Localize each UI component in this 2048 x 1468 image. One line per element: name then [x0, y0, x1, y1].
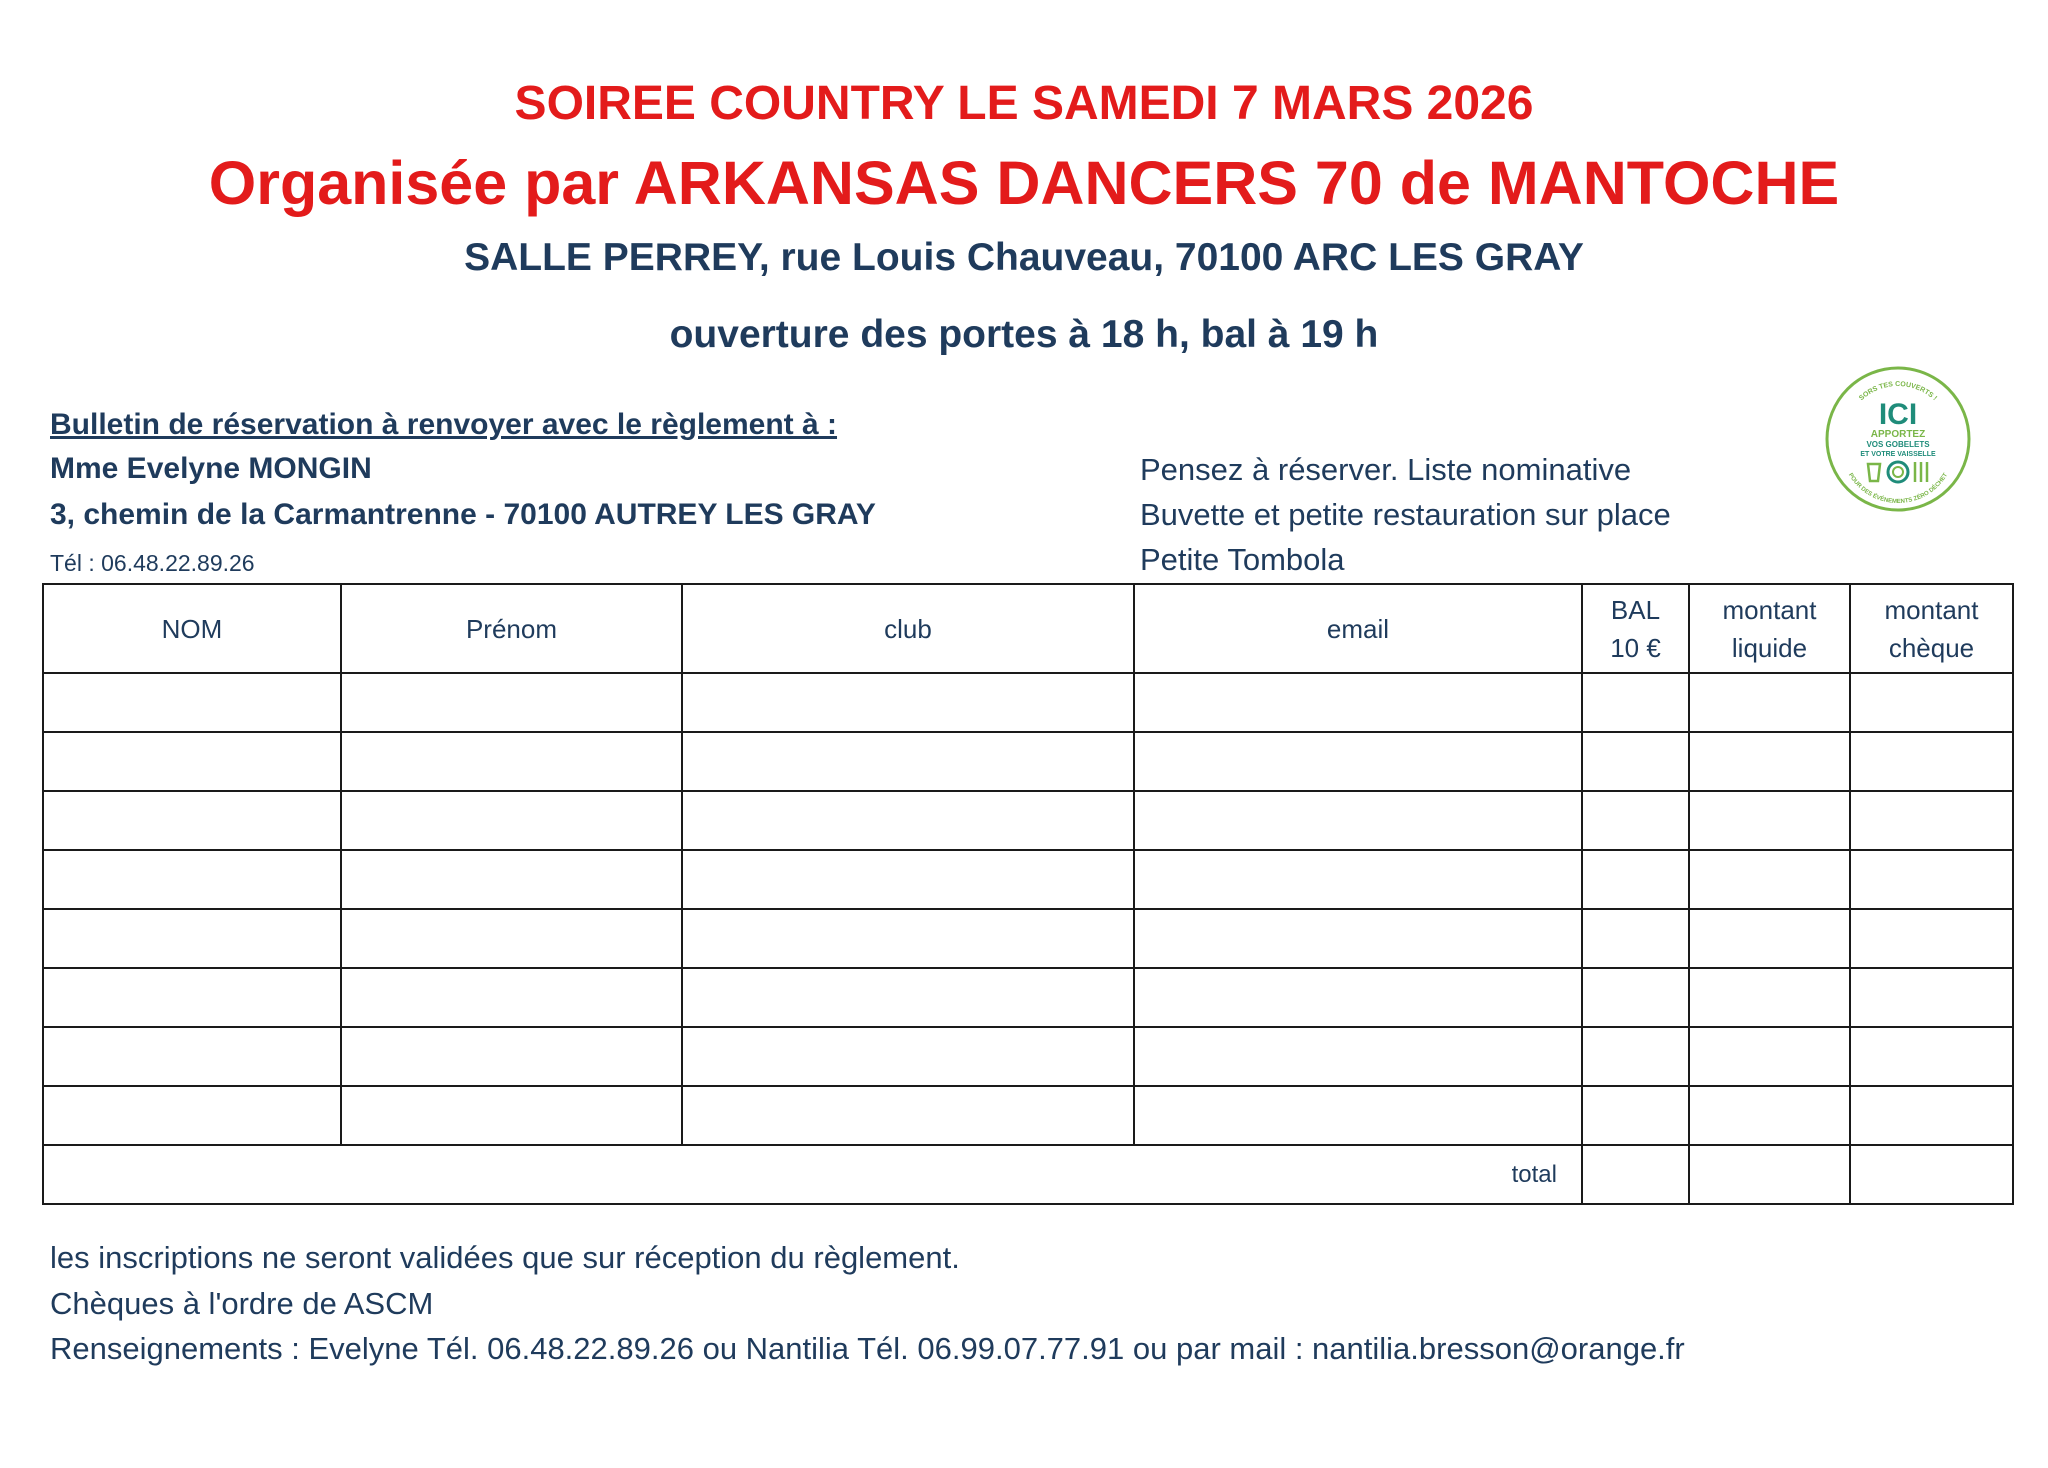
cell-montant-liquide[interactable] [1689, 850, 1850, 909]
cell-club[interactable] [682, 850, 1134, 909]
cell-nom[interactable] [43, 968, 341, 1027]
cell-nom[interactable] [43, 909, 341, 968]
organizer-title: Organisée par ARKANSAS DANCERS 70 de MANTOCHE [208, 149, 1840, 217]
logo-ici-text: ICI [1878, 398, 1918, 431]
footer-validation-note: les inscriptions ne seront validées que sur réception du règlement. [50, 1240, 960, 1275]
cell-bal[interactable] [1582, 1086, 1689, 1145]
table-row [43, 1027, 2013, 1086]
logo-line3: ET VOTRE VAISSELLE [1860, 451, 1936, 458]
table-row [43, 850, 2013, 909]
table-row [43, 673, 2013, 732]
venue-address: SALLE PERREY, rue Louis Chauveau, 70100 ARC LES GRAY [464, 236, 1584, 279]
cell-club[interactable] [682, 909, 1134, 968]
cell-montant-cheque[interactable] [1850, 968, 2013, 1027]
contact-address: 3, chemin de la Carmantrenne - 70100 AUTREY LES GRAY [50, 498, 876, 531]
cell-prenom[interactable] [341, 850, 682, 909]
footer-cheque-note: Chèques à l'ordre de ASCM [50, 1286, 434, 1321]
footer-contact-info: Renseignements : Evelyne Tél. 06.48.22.89.26 ou Nantilia Tél. 06.99.07.77.91 ou par mail : nantilia.bresson@orange.fr [50, 1331, 1685, 1366]
cell-montant-liquide[interactable] [1689, 968, 1850, 1027]
total-montant-cheque[interactable] [1850, 1145, 2013, 1204]
zero-waste-logo [1823, 364, 1973, 514]
cell-prenom[interactable] [341, 968, 682, 1027]
column-header-email: email [1134, 584, 1582, 673]
cell-club[interactable] [682, 968, 1134, 1027]
reservation-table [42, 583, 2014, 1205]
cell-montant-liquide[interactable] [1689, 791, 1850, 850]
table-row [43, 791, 2013, 850]
contact-name: Mme Evelyne MONGIN [50, 452, 372, 485]
cell-club[interactable] [682, 1027, 1134, 1086]
column-header-montant-liquide: montant liquide [1689, 584, 1850, 673]
note-buvette: Buvette et petite restauration sur place [1140, 497, 1671, 532]
column-header-club: club [682, 584, 1134, 673]
cell-montant-liquide[interactable] [1689, 909, 1850, 968]
contact-phone: Tél : 06.48.22.89.26 [50, 550, 255, 576]
cell-montant-cheque[interactable] [1850, 909, 2013, 968]
total-label: total [43, 1145, 1582, 1204]
reservation-heading: Bulletin de réservation à renvoyer avec le règlement à : [50, 408, 838, 441]
cell-email[interactable] [1134, 909, 1582, 968]
cell-nom[interactable] [43, 1027, 341, 1086]
column-header-montant-cheque: montant chèque [1850, 584, 2013, 673]
cell-nom[interactable] [43, 791, 341, 850]
cell-nom[interactable] [43, 732, 341, 791]
cell-email[interactable] [1134, 732, 1582, 791]
cell-bal[interactable] [1582, 968, 1689, 1027]
cell-montant-cheque[interactable] [1850, 673, 2013, 732]
cell-nom[interactable] [43, 673, 341, 732]
cell-montant-cheque[interactable] [1850, 1027, 2013, 1086]
note-reserve: Pensez à réserver. Liste nominative [1140, 452, 1632, 487]
table-row [43, 968, 2013, 1027]
cell-email[interactable] [1134, 968, 1582, 1027]
cell-email[interactable] [1134, 1027, 1582, 1086]
cell-montant-liquide[interactable] [1689, 1086, 1850, 1145]
opening-hours: ouverture des portes à 18 h, bal à 19 h [669, 313, 1379, 356]
cell-nom[interactable] [43, 850, 341, 909]
column-header-bal: BAL 10 € [1582, 584, 1689, 673]
cell-club[interactable] [682, 1086, 1134, 1145]
cell-montant-liquide[interactable] [1689, 673, 1850, 732]
cell-prenom[interactable] [341, 732, 682, 791]
cell-montant-cheque[interactable] [1850, 732, 2013, 791]
table-row [43, 1086, 2013, 1145]
logo-top-text: SORS TES COUVERTS ! [1858, 380, 1938, 403]
table-row [43, 909, 2013, 968]
logo-bottom-text: POUR DES ÉVÉNEMENTS ZÉRO DÉCHET [1846, 472, 1950, 506]
cell-club[interactable] [682, 732, 1134, 791]
column-header-prenom: Prénom [341, 584, 682, 673]
cell-email[interactable] [1134, 673, 1582, 732]
cell-email[interactable] [1134, 1086, 1582, 1145]
total-bal[interactable] [1582, 1145, 1689, 1204]
cell-bal[interactable] [1582, 673, 1689, 732]
cell-prenom[interactable] [341, 1086, 682, 1145]
cell-nom[interactable] [43, 1086, 341, 1145]
cell-montant-cheque[interactable] [1850, 850, 2013, 909]
cell-montant-cheque[interactable] [1850, 791, 2013, 850]
cell-bal[interactable] [1582, 1027, 1689, 1086]
cell-email[interactable] [1134, 791, 1582, 850]
cell-bal[interactable] [1582, 791, 1689, 850]
cell-montant-liquide[interactable] [1689, 1027, 1850, 1086]
cell-email[interactable] [1134, 850, 1582, 909]
cell-prenom[interactable] [341, 673, 682, 732]
cell-montant-liquide[interactable] [1689, 732, 1850, 791]
cell-bal[interactable] [1582, 732, 1689, 791]
cell-bal[interactable] [1582, 850, 1689, 909]
cell-prenom[interactable] [341, 909, 682, 968]
logo-line1: APPORTEZ [1870, 429, 1926, 440]
cell-prenom[interactable] [341, 1027, 682, 1086]
note-tombola: Petite Tombola [1140, 542, 1345, 577]
logo-line2: VOS GOBELETS [1866, 440, 1930, 449]
table-header-row [43, 584, 2013, 673]
total-row [43, 1145, 2013, 1204]
cell-club[interactable] [682, 673, 1134, 732]
event-title: SOIREE COUNTRY LE SAMEDI 7 MARS 2026 [514, 77, 1534, 130]
cell-bal[interactable] [1582, 909, 1689, 968]
column-header-nom: NOM [43, 584, 341, 673]
cell-club[interactable] [682, 791, 1134, 850]
total-montant-liquide[interactable] [1689, 1145, 1850, 1204]
cell-montant-cheque[interactable] [1850, 1086, 2013, 1145]
table-row [43, 732, 2013, 791]
cell-prenom[interactable] [341, 791, 682, 850]
